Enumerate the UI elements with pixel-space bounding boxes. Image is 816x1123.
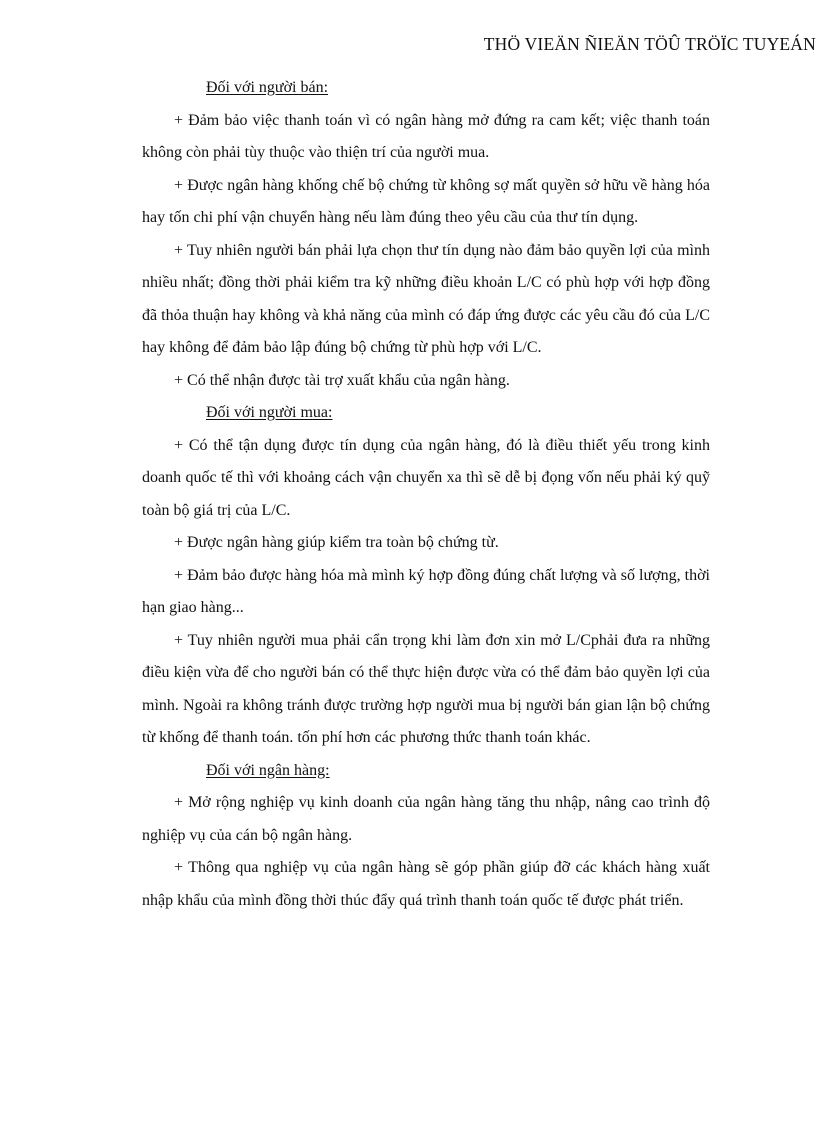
paragraph: + Tuy nhiên người mua phải cẩn trọng khi làm đơn xin mở L/Cphải đưa ra những điều kiện vừa để cho người bán có thể thực hiện được vừa có thể đảm bảo quyền lợi của mình. Ngoài ra không tránh được trường hợp người mua bị người bán gian lận bộ chứng từ khống để thanh toán. tốn phí hơn các phương thức thanh toán khác. (142, 631, 710, 746)
paragraph: + Mở rộng nghiệp vụ kinh doanh của ngân hàng tăng thu nhập, nâng cao trình độ nghiệp vụ của cán bộ ngân hàng. (142, 794, 710, 844)
section-heading-bank (142, 755, 710, 788)
section-heading-text: Đối với người bán: (206, 79, 329, 96)
section-heading-text: Đối với ngân hàng: (206, 761, 330, 779)
paragraph: + Tuy nhiên người bán phải lựa chọn thư tín dụng nào đảm bảo quyền lợi của mình nhiều nhất; đồng thời phải kiểm tra kỹ những điều khoản L/C có phù hợp với hợp đồng đã thỏa thuận hay không và khả năng của mình có đáp ứng được các yêu cầu đó của L/C hay không để đảm bảo lập đúng bộ chứng từ phù hợp với L/C. (142, 241, 710, 356)
paragraph: + Thông qua nghiệp vụ của ngân hàng sẽ góp phần giúp đỡ các khách hàng xuất nhập khẩu của mình đồng thời thúc đẩy quá trình thanh toán quốc tế được phát triển. (142, 859, 710, 909)
section-heading-text: Đối với người mua: (206, 404, 333, 421)
page-header: THÖ VIEÄN ÑIEÄN TÖÛ TRÖÏC TUYEÁN (483, 34, 816, 54)
paragraph: + Đảm bảo được hàng hóa mà mình ký hợp đồng đúng chất lượng và số lượng, thời hạn giao hàng... (142, 566, 710, 616)
paragraph: + Được ngân hàng giúp kiểm tra toàn bộ chứng từ. (174, 534, 499, 551)
paragraph: + Có thể tận dụng được tín dụng của ngân hàng, đó là điều thiết yếu trong kinh doanh quốc tế thì với khoảng cách vận chuyển xa thì sẽ dễ bị đọng vốn nếu phải ký quỹ toàn bộ giá trị của L/C. (142, 436, 710, 519)
section-heading-buyer (142, 397, 710, 430)
paragraph: + Có thể nhận được tài trợ xuất khẩu của ngân hàng. (174, 371, 510, 389)
section-heading-seller (142, 72, 710, 105)
document-body (142, 72, 710, 917)
paragraph: + Đảm bảo việc thanh toán vì có ngân hàng mở đứng ra cam kết; việc thanh toán không còn phải tùy thuộc vào thiện trí của người mua. (142, 111, 710, 161)
paragraph: + Được ngân hàng khống chế bộ chứng từ không sợ mất quyền sở hữu về hàng hóa hay tốn chi phí vận chuyển hàng nếu làm đúng theo yêu cầu của thư tín dụng. (142, 176, 710, 226)
